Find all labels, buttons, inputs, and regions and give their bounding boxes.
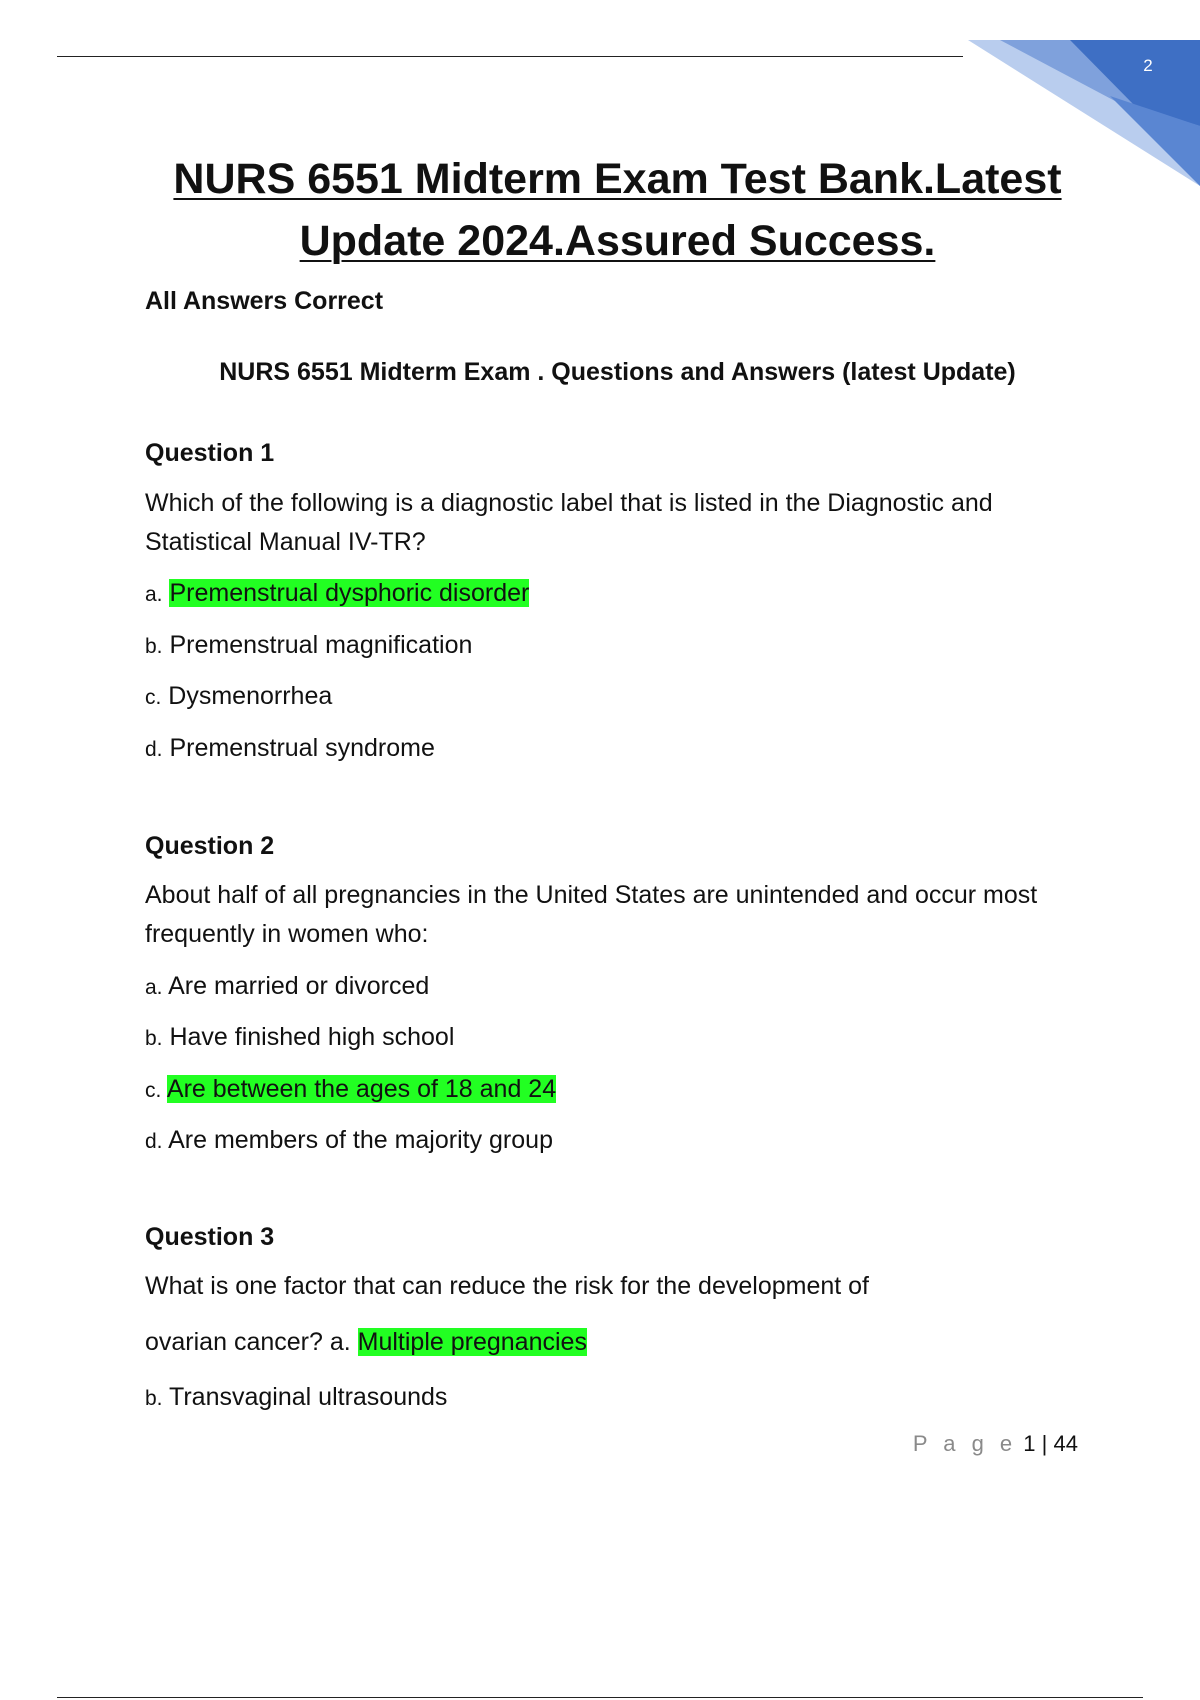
option-letter: a. bbox=[145, 976, 163, 999]
option-letter: b. bbox=[145, 1387, 163, 1410]
option-letter: b. bbox=[145, 1027, 163, 1050]
question-1-title: Question 1 bbox=[145, 439, 275, 467]
page-separator: | bbox=[1041, 1431, 1048, 1456]
question-2-option-d bbox=[145, 1123, 553, 1159]
page-current: 1 bbox=[1023, 1431, 1036, 1456]
option-letter: c. bbox=[145, 1079, 162, 1102]
option-text: Have finished high school bbox=[169, 1023, 455, 1051]
option-text: Transvaginal ultrasounds bbox=[169, 1383, 448, 1411]
question-2-title: Question 2 bbox=[145, 832, 275, 860]
page-footer bbox=[900, 1431, 1078, 1457]
option-text-correct: Premenstrual dysphoric disorder bbox=[169, 579, 530, 607]
title-line-2: Update 2024.Assured Success. bbox=[299, 217, 936, 265]
question-1-option-d bbox=[145, 731, 435, 767]
option-text: Premenstrual magnification bbox=[169, 631, 473, 659]
question-2-text: About half of all pregnancies in the United States are unintended and occur most frequently in women who: bbox=[145, 881, 1038, 948]
option-text: Premenstrual syndrome bbox=[169, 734, 435, 762]
question-1-option-c bbox=[145, 679, 332, 715]
question-2-option-b bbox=[145, 1020, 454, 1056]
option-letter: b. bbox=[145, 635, 163, 658]
question-2-option-c bbox=[145, 1072, 556, 1108]
question-1-text: Which of the following is a diagnostic label that is listed in the Diagnostic and Statistical Manual IV-TR? bbox=[145, 489, 993, 556]
question-3-title: Question 3 bbox=[145, 1223, 275, 1251]
question-2-option-a bbox=[145, 969, 429, 1005]
option-text: Are married or divorced bbox=[168, 972, 430, 1000]
question-3-text-line-2: ovarian cancer? a. bbox=[145, 1328, 351, 1356]
title-line-1: NURS 6551 Midterm Exam Test Bank.Latest bbox=[173, 155, 1062, 203]
footer-rule bbox=[57, 1697, 1143, 1698]
document-title bbox=[120, 148, 1115, 272]
option-text: Are members of the majority group bbox=[168, 1126, 553, 1154]
page-label: P a g e bbox=[912, 1431, 1018, 1456]
option-letter: d. bbox=[145, 738, 163, 761]
option-letter: c. bbox=[145, 686, 162, 709]
option-letter: d. bbox=[145, 1130, 163, 1153]
option-text-correct: Are between the ages of 18 and 24 bbox=[166, 1075, 557, 1103]
option-text-correct: Multiple pregnancies bbox=[357, 1328, 587, 1356]
option-text: Dysmenorrhea bbox=[168, 682, 333, 710]
subtitle: All Answers Correct bbox=[145, 287, 384, 315]
question-3-option-b bbox=[145, 1380, 447, 1416]
question-1-option-b bbox=[145, 628, 472, 664]
page-total: 44 bbox=[1053, 1431, 1078, 1456]
question-3-text: What is one factor that can reduce the risk for the development of bbox=[145, 1272, 869, 1300]
question-3-option-a bbox=[145, 1325, 587, 1359]
section-heading: NURS 6551 Midterm Exam . Questions and Answers (latest Update) bbox=[219, 358, 1016, 386]
question-1-option-a bbox=[145, 576, 529, 612]
corner-page-number: 2 bbox=[1143, 56, 1153, 75]
header-rule bbox=[57, 56, 963, 57]
option-letter: a. bbox=[145, 583, 163, 606]
